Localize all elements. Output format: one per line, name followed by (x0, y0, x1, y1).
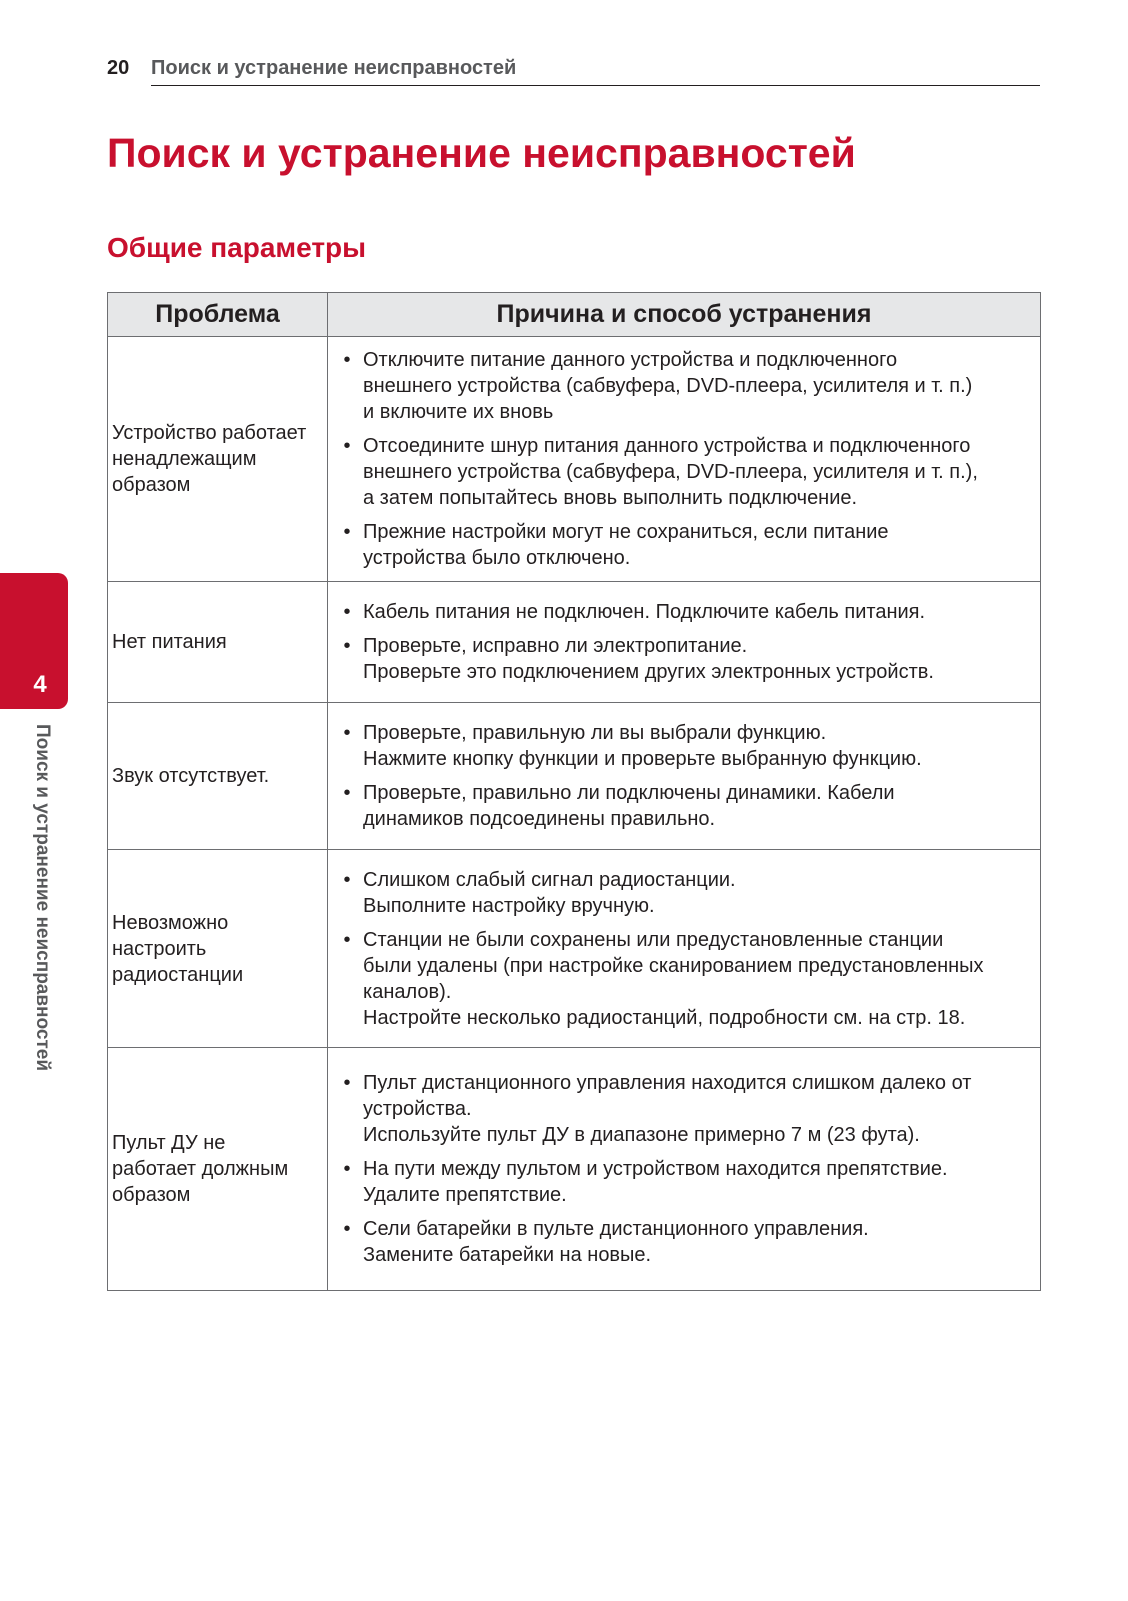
bullet-icon: • (343, 349, 351, 371)
bullet-icon: • (343, 635, 351, 657)
bullet-icon: • (343, 1218, 351, 1240)
bullet-icon: • (343, 1072, 351, 1094)
solution-text: Пульт дистанционного управления находится слишком далеко от устройства. Используйте пульт ДУ в диапазоне примерно 7 м (23 фута). (363, 1072, 972, 1146)
table-row (108, 1048, 1041, 1291)
solution-text: Проверьте, правильно ли подключены динамики. Кабели динамиков подсоединены правильно. (363, 782, 895, 830)
solution-text: Проверьте, исправно ли электропитание. Проверьте это подключением других электронных устройств. (363, 635, 934, 683)
solution-list (338, 599, 1032, 685)
solution-text: Проверьте, правильную ли вы выбрали функцию. Нажмите кнопку функции и проверьте выбранную функцию. (363, 722, 922, 770)
solution-item (338, 1070, 1032, 1148)
solution-item (338, 1216, 1032, 1268)
solution-text: Слишком слабый сигнал радиостанции. Выполните настройку вручную. (363, 868, 736, 917)
page-title: Поиск и устранение неисправностей (107, 130, 856, 176)
problem-cell: Устройство работает ненадлежащим образом (108, 337, 328, 582)
solution-list (338, 347, 1032, 571)
solution-text: Прежние настройки могут не сохраниться, если питание устройства было отключено. (363, 521, 889, 569)
solution-item (338, 433, 1032, 511)
chapter-side-label: Поиск и устранение неисправностей (32, 724, 53, 1072)
troubleshooting-table (107, 292, 1041, 1291)
solution-cell (328, 850, 1041, 1048)
solution-item (338, 1156, 1032, 1208)
problem-cell: Пульт ДУ не работает должным образом (108, 1048, 328, 1291)
solution-item (338, 780, 1032, 832)
solution-item (338, 720, 1032, 772)
chapter-tab (0, 573, 68, 709)
bullet-icon: • (343, 521, 351, 543)
solution-text: Кабель питания не подключен. Подключите кабель питания. (363, 601, 926, 623)
solution-item (338, 867, 1032, 919)
table-header-row (108, 293, 1041, 337)
solution-cell (328, 582, 1041, 703)
solution-text: Сели батарейки в пульте дистанционного управления. Замените батарейки на новые. (363, 1218, 869, 1266)
bullet-icon: • (343, 782, 351, 804)
solution-cell (328, 1048, 1041, 1291)
solution-text: На пути между пультом и устройством находится препятствие. Удалите препятствие. (363, 1158, 948, 1206)
section-title: Общие параметры (107, 232, 367, 263)
chapter-number: 4 (33, 671, 47, 698)
solution-list (338, 1070, 1032, 1268)
solution-list (338, 867, 1032, 1031)
solution-text: Отсоедините шнур питания данного устройства и подключенного внешнего устройства (сабвуфера, DVD-плеера, усилителя и т. п.), а затем попытайтесь вновь выполнить подключение. (363, 435, 978, 509)
problem-cell: Нет питания (108, 582, 328, 703)
solution-item (338, 347, 1032, 425)
solution-cell (328, 337, 1041, 582)
bullet-icon: • (343, 722, 351, 744)
solution-item (338, 599, 1032, 625)
column-header-problem: Проблема (108, 293, 328, 337)
table-row (108, 582, 1041, 703)
bullet-icon: • (343, 868, 351, 891)
table-row (108, 850, 1041, 1048)
solution-list (338, 720, 1032, 832)
solution-text: Отключите питание данного устройства и подключенного внешнего устройства (сабвуфера, DVD-плеера, усилителя и т. п.) и включите их вновь (363, 349, 973, 423)
page-number: 20 (107, 57, 130, 79)
solution-item (338, 519, 1032, 571)
bullet-icon: • (343, 928, 351, 951)
problem-cell: Звук отсутствует. (108, 703, 328, 850)
solution-cell (328, 703, 1041, 850)
running-title: Поиск и устранение неисправностей (151, 56, 1040, 86)
table-row (108, 703, 1041, 850)
column-header-solution: Причина и способ устранения (328, 293, 1041, 337)
bullet-icon: • (343, 601, 351, 623)
table-row (108, 337, 1041, 582)
bullet-icon: • (343, 435, 351, 457)
problem-cell: Невозможно настроить радиостанции (108, 850, 328, 1048)
solution-item (338, 927, 1032, 1031)
running-header (107, 56, 1040, 90)
solution-text: Станции не были сохранены или предустановленные станции были удалены (при настройке сканированием предустановленных каналов). Настройте несколько радиостанций, подробности см. на стр. 18. (363, 928, 984, 1029)
solution-item (338, 633, 1032, 685)
bullet-icon: • (343, 1158, 351, 1180)
